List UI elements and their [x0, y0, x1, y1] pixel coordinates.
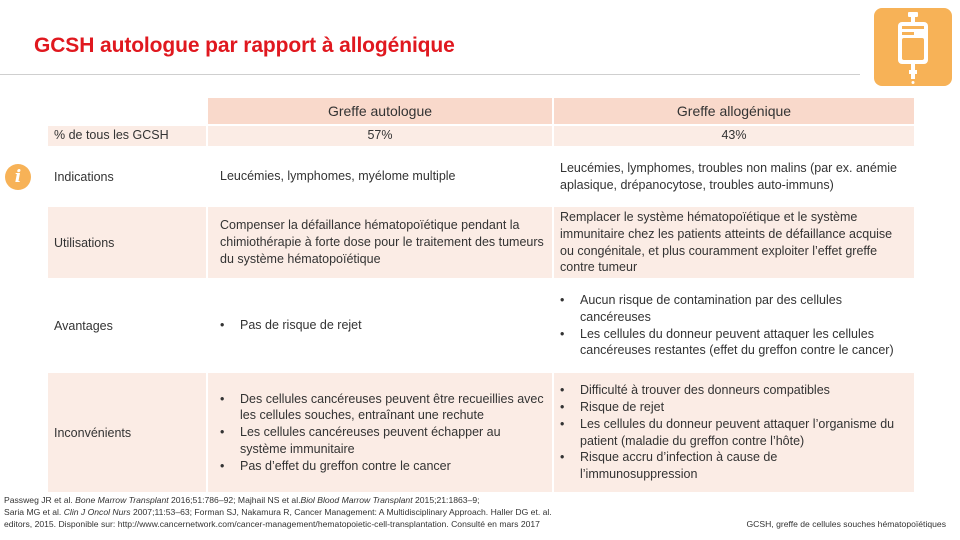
- bullet-list: [218, 317, 362, 334]
- reference-journal: Clin J Oncol Nurs: [63, 507, 131, 518]
- uses-autologous-cell: Compenser la défaillance hématopoïétique pendant la chimiothérapie à forte dose pour le traitement des tumeurs du système hématopoïétique: [220, 218, 544, 266]
- uses-allogeneic-cell: Remplacer le système hématopoïétique et le système immunitaire chez les patients atteints de défaillance acquise ou congénitale, et plus couramment exploiter l’effet greffe contre tumeur: [560, 209, 893, 275]
- share-autologous-value: 57%: [367, 127, 393, 142]
- row-label-disadvantages: Inconvénients: [54, 425, 132, 440]
- reference-text: Passweg JR et al.: [4, 495, 76, 505]
- header-autologous: Greffe autologue: [208, 98, 552, 124]
- row-label-share: % de tous les GCSH: [54, 128, 169, 142]
- column-divider: [206, 98, 208, 492]
- list-item: • Aucun risque de contamination par des cellules cancéreuses: [558, 292, 898, 326]
- references: [4, 494, 704, 531]
- title-divider: [0, 74, 860, 75]
- column-divider: [552, 98, 554, 492]
- bullet-list: [558, 292, 898, 359]
- list-item: • Les cellules du donneur peuvent attaquer l’organisme du patient (maladie du greffon contre l’hôte): [558, 416, 898, 450]
- reference-text: 2015;21:1863–9;: [412, 495, 480, 505]
- reference-text: 2007;11:53–63; Forman SJ, Nakamura R, Cancer Management: A Multidisciplinary Approach. Haller DG et. al.: [130, 507, 552, 518]
- list-item: • Risque accru d’infection à cause de l’immunosuppression: [558, 449, 898, 483]
- reference-text: Saria MG et al.: [4, 507, 64, 518]
- list-item: • Des cellules cancéreuses peuvent être recueillies avec les cellules souches, entraînant une rechute: [218, 391, 548, 425]
- advantages-autologous-cell: [218, 280, 548, 371]
- page-title: GCSH autologue par rapport à allogénique: [34, 34, 455, 57]
- bullet-list: [558, 382, 898, 483]
- disadvantages-autologous-cell: [218, 373, 548, 492]
- abbreviation-note: GCSH, greffe de cellules souches hématopoïétiques: [746, 519, 946, 529]
- reference-journal: Biol Blood Marrow Transplant: [300, 495, 413, 505]
- reference-text: 2016;51:786–92; Majhail NS et al.: [168, 495, 301, 505]
- list-item: • Pas de risque de rejet: [218, 317, 362, 334]
- share-allogeneic-value: 43%: [721, 127, 747, 142]
- row-label-indications: Indications: [54, 169, 114, 184]
- iv-blood-bag-icon: [874, 8, 952, 86]
- disadvantages-allogeneic-cell: [558, 373, 898, 492]
- row-label-uses: Utilisations: [54, 235, 115, 250]
- list-item: • Pas d’effet du greffon contre le cancer: [218, 458, 548, 475]
- indications-allogeneic-cell: Leucémies, lymphomes, troubles non malins (par ex. anémie aplasique, drépanocytose, troubles auto-immuns): [560, 160, 897, 192]
- list-item: • Les cellules cancéreuses peuvent échapper au système immunitaire: [218, 424, 548, 458]
- info-icon[interactable]: i: [5, 164, 31, 190]
- row-label-advantages: Avantages: [54, 318, 113, 333]
- indications-autologous-cell: Leucémies, lymphomes, myélome multiple: [220, 169, 456, 184]
- bullet-list: [218, 391, 548, 475]
- list-item: • Difficulté à trouver des donneurs compatibles: [558, 382, 898, 399]
- reference-text: editors, 2015. Disponible sur: http://www.cancernetwork.com/cancer-management/hematopoietic-cell-transplantation. Consulté en mars 2017: [4, 519, 540, 530]
- reference-journal: Bone Marrow Transplant: [75, 495, 169, 505]
- header-allogeneic: Greffe allogénique: [554, 98, 914, 124]
- list-item: • Risque de rejet: [558, 399, 898, 416]
- advantages-allogeneic-cell: [558, 280, 898, 371]
- list-item: • Les cellules du donneur peuvent attaquer les cellules cancéreuses restantes (effet du greffon contre le cancer): [558, 326, 898, 360]
